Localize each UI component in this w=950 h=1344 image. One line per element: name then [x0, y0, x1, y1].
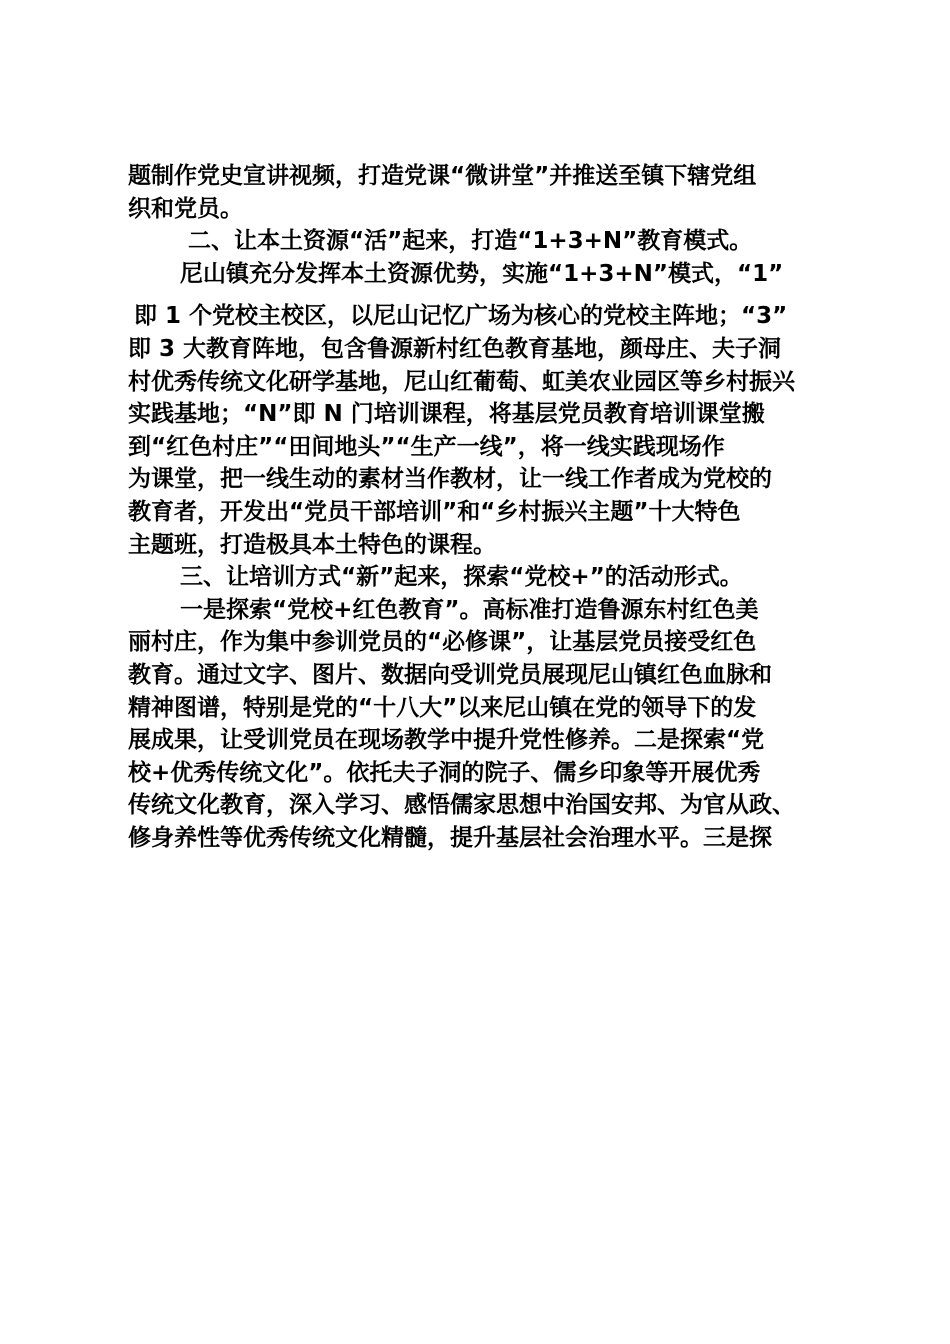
paragraph-line: 教育。通过文字、图片、数据向受训党员展现尼山镇红色血脉和 — [128, 661, 772, 688]
paragraph-line: 精神图谱，特别是党的“十八大”以来尼山镇在党的领导下的发 — [128, 694, 757, 721]
paragraph-line: 校+优秀传统文化”。依托夫子洞的院子、儒乡印象等开展优秀 — [128, 759, 761, 786]
paragraph-line: 村优秀传统文化研学基地，尼山红葡萄、虹美农业园区等乡村振兴 — [128, 368, 795, 395]
section-heading-3: 三、让培训方式“新”起来，探索“党校+”的活动形式。 — [180, 564, 743, 591]
paragraph-line: 一是探索“党校+红色教育”。高标准打造鲁源东村红色美 — [180, 596, 759, 623]
paragraph-line: 修身养性等优秀传统文化精髓，提升基层社会治理水平。三是探 — [128, 824, 772, 851]
paragraph-line: 织和党员。 — [128, 195, 243, 222]
paragraph-line: 尼山镇充分发挥本土资源优势，实施“1+3+N”模式，“1” — [180, 260, 784, 287]
paragraph-line: 即 1 个党校主校区，以尼山记忆广场为核心的党校主阵地；“3” — [134, 303, 788, 330]
paragraph-line: 丽村庄，作为集中参训党员的“必修课”，让基层党员接受红色 — [128, 629, 757, 656]
paragraph-line: 传统文化教育，深入学习、感悟儒家思想中治国安邦、为官从政、 — [128, 792, 795, 819]
paragraph-line: 为课堂，把一线生动的素材当作教材，让一线工作者成为党校的 — [128, 466, 772, 493]
section-heading-2: 二、让本土资源“活”起来，打造“1+3+N”教育模式。 — [188, 228, 753, 255]
paragraph-line: 主题班，打造极具本土特色的课程。 — [128, 531, 496, 558]
paragraph-line: 实践基地；“N”即 N 门培训课程，将基层党员教育培训课堂搬 — [128, 401, 765, 428]
paragraph-line: 即 3 大教育阵地，包含鲁源新村红色教育基地，颜母庄、夫子洞 — [128, 335, 782, 362]
paragraph-line: 到“红色村庄”“田间地头”“生产一线”，将一线实践现场作 — [128, 433, 725, 460]
document-body — [128, 160, 828, 854]
paragraph-line: 展成果，让受训党员在现场教学中提升党性修养。二是探索“党 — [128, 727, 765, 754]
paragraph-line: 题制作党史宣讲视频，打造党课“微讲堂”并推送至镇下辖党组 — [128, 163, 757, 189]
paragraph-line: 教育者，开发出“党员干部培训”和“乡村振兴主题”十大特色 — [128, 498, 741, 525]
